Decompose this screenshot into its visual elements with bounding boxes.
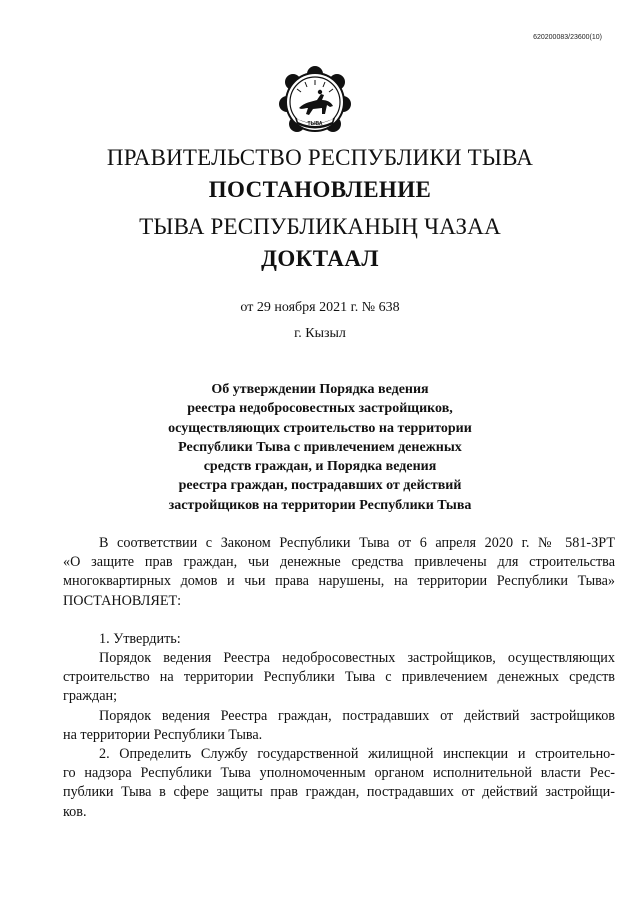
title-line: реестра недобросовестных застройщиков, (187, 401, 453, 417)
emblem-text: ТЫВА (307, 121, 323, 127)
item-2-line: публики Тыва в сфере защиты прав граждан, пострадавших от действий застройщи- (63, 784, 615, 801)
decree-title-tyvan: ДОКТААЛ (261, 246, 379, 271)
item-1a-line: строительство на территории Республики Тыва с привлечением денежных средств (63, 669, 615, 686)
preamble-line: «О защите прав граждан, чьи денежные средства привлечены для строительства (63, 554, 615, 571)
government-title-tyvan: ТЫВА РЕСПУБЛИКАНЫҢ ЧАЗАА (139, 214, 501, 239)
preamble-line: многоквартирных домов и чьи права нарушены, на территории Республики Тыва» (63, 573, 615, 590)
title-line: Республики Тыва с привлечением денежных (178, 439, 462, 455)
decree-city: г. Кызыл (294, 326, 346, 341)
item-2-line: 2. Определить Службу государственной жилищной инспекции и строительно- (99, 746, 615, 763)
item-1b-line: на территории Республики Тыва. (63, 726, 263, 743)
title-line: застройщиков на территории Республики Тыва (168, 497, 472, 513)
title-line: средств граждан, и Порядка ведения (203, 459, 437, 475)
preamble-line: ПОСТАНОВЛЯЕТ: (63, 592, 182, 609)
item-1b-line: Порядок ведения Реестра граждан, пострадавших от действий застройщиков (99, 707, 615, 724)
document-number: 620200083/23600(10) (533, 34, 602, 41)
preamble-line: В соответствии с Законом Республики Тыва от 6 апреля 2020 г. № 581-ЗРТ (99, 535, 615, 551)
decree-title: ПОСТАНОВЛЕНИЕ (208, 177, 432, 202)
tyva-coat-of-arms-icon (275, 62, 355, 142)
title-line: Об утверждении Порядка ведения (211, 382, 429, 397)
decree-date-number: от 29 ноября 2021 г. № 638 (240, 300, 400, 315)
decree-subject-title (160, 380, 480, 515)
government-title: ПРАВИТЕЛЬСТВО РЕСПУБЛИКИ ТЫВА (106, 145, 534, 170)
item-2-line: го надзора Республики Тыва уполномоченным органом исполнительной власти Рес- (63, 765, 615, 782)
item-2-line: ков. (63, 803, 87, 820)
item-1-heading: 1. Утвердить: (99, 630, 181, 647)
item-1a-line: Порядок ведения Реестра недобросовестных застройщиков, осуществляющих (99, 650, 615, 667)
title-line: осуществляющих строительство на территории (168, 420, 472, 436)
item-1a-line: граждан; (63, 688, 118, 705)
title-line: реестра граждан, пострадавших от действий (178, 478, 462, 494)
decree-body (63, 534, 615, 822)
